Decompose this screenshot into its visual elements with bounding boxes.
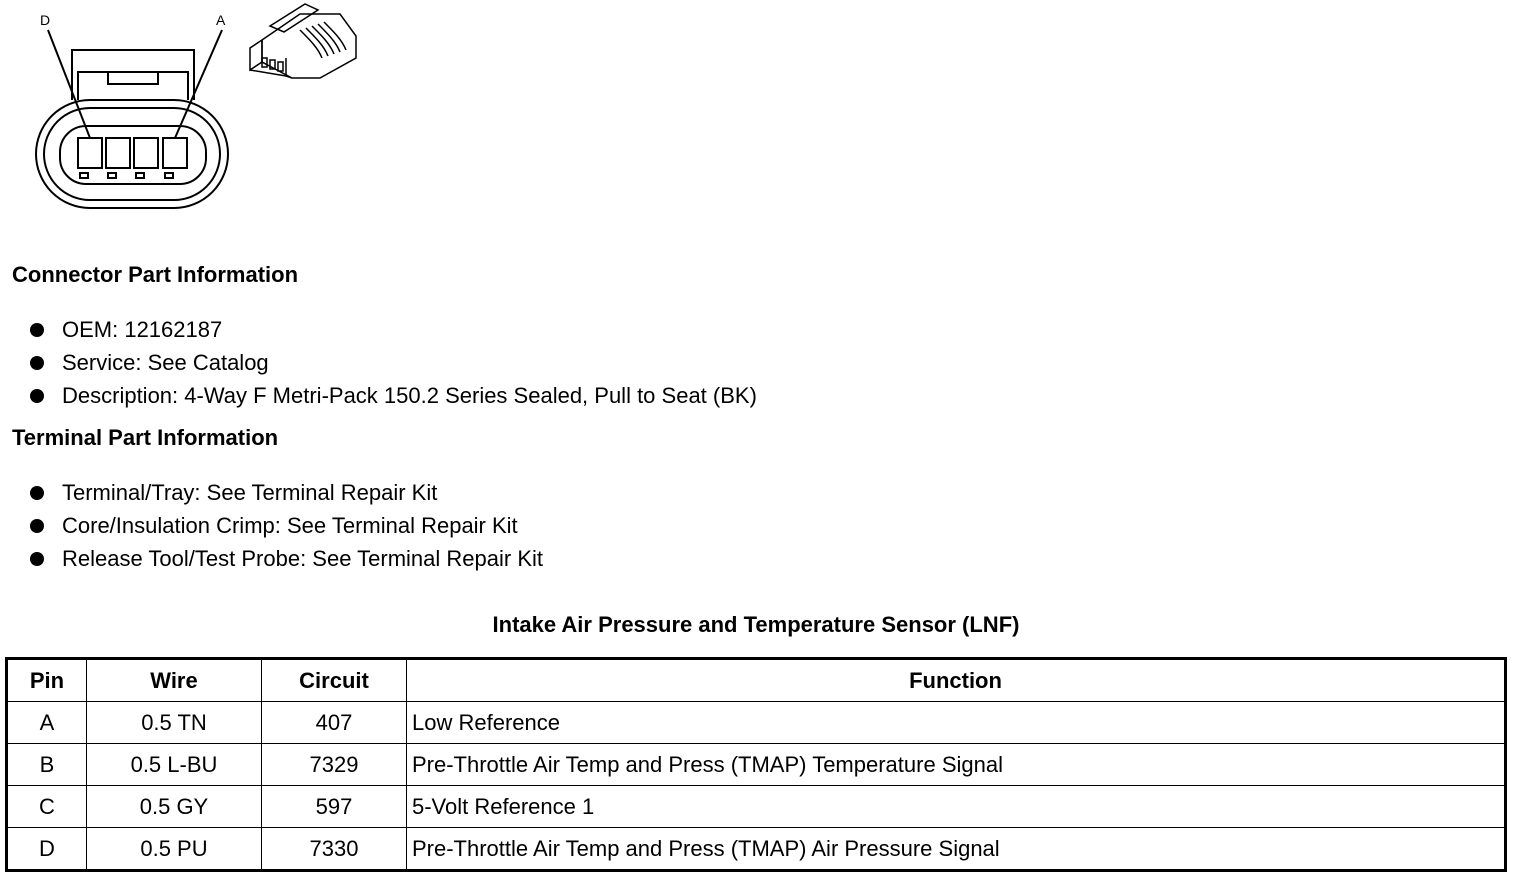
- cell-circuit: 597: [262, 786, 407, 828]
- cell-wire: 0.5 GY: [87, 786, 262, 828]
- cell-wire: 0.5 PU: [87, 828, 262, 871]
- pin-label-d: D: [40, 12, 51, 28]
- list-item: OEM: 12162187: [28, 313, 757, 346]
- cell-wire: 0.5 L-BU: [87, 744, 262, 786]
- cell-pin: C: [7, 786, 87, 828]
- bullet-icon: [30, 519, 44, 533]
- table-row: [7, 828, 1506, 871]
- list-item: Terminal/Tray: See Terminal Repair Kit: [28, 476, 543, 509]
- cell-function: Pre-Throttle Air Temp and Press (TMAP) Temperature Signal: [407, 744, 1506, 786]
- list-item: Description: 4-Way F Metri-Pack 150.2 Series Sealed, Pull to Seat (BK): [28, 379, 757, 412]
- connector-diagram: [0, 0, 380, 230]
- pin-table-title: Intake Air Pressure and Temperature Sensor (LNF): [492, 612, 1020, 637]
- pin-table: [5, 657, 1507, 872]
- cell-wire: 0.5 TN: [87, 702, 262, 744]
- cell-circuit: 407: [262, 702, 407, 744]
- cell-function: 5-Volt Reference 1: [407, 786, 1506, 828]
- header-wire: Wire: [87, 659, 262, 702]
- table-row: [7, 744, 1506, 786]
- bullet-icon: [30, 323, 44, 337]
- terminal-info-heading: Terminal Part Information: [12, 425, 279, 450]
- terminal-info-list: [28, 476, 543, 575]
- cell-function: Pre-Throttle Air Temp and Press (TMAP) Air Pressure Signal: [407, 828, 1506, 871]
- table-row: [7, 702, 1506, 744]
- header-circuit: Circuit: [262, 659, 407, 702]
- bullet-icon: [30, 389, 44, 403]
- cell-circuit: 7330: [262, 828, 407, 871]
- bullet-icon: [30, 356, 44, 370]
- connector-info-list: [28, 313, 757, 412]
- header-pin: Pin: [7, 659, 87, 702]
- bullet-icon: [30, 552, 44, 566]
- cell-pin: D: [7, 828, 87, 871]
- list-item: Service: See Catalog: [28, 346, 757, 379]
- table-header-row: [7, 659, 1506, 702]
- bullet-icon: [30, 486, 44, 500]
- cell-function: Low Reference: [407, 702, 1506, 744]
- table-row: [7, 786, 1506, 828]
- pin-label-a: A: [216, 12, 226, 28]
- header-function: Function: [407, 659, 1506, 702]
- list-item: Core/Insulation Crimp: See Terminal Repair Kit: [28, 509, 543, 542]
- connector-info-heading: Connector Part Information: [12, 262, 299, 287]
- cell-circuit: 7329: [262, 744, 407, 786]
- cell-pin: A: [7, 702, 87, 744]
- cell-pin: B: [7, 744, 87, 786]
- connector-face-drawing: [0, 0, 380, 230]
- list-item: Release Tool/Test Probe: See Terminal Repair Kit: [28, 542, 543, 575]
